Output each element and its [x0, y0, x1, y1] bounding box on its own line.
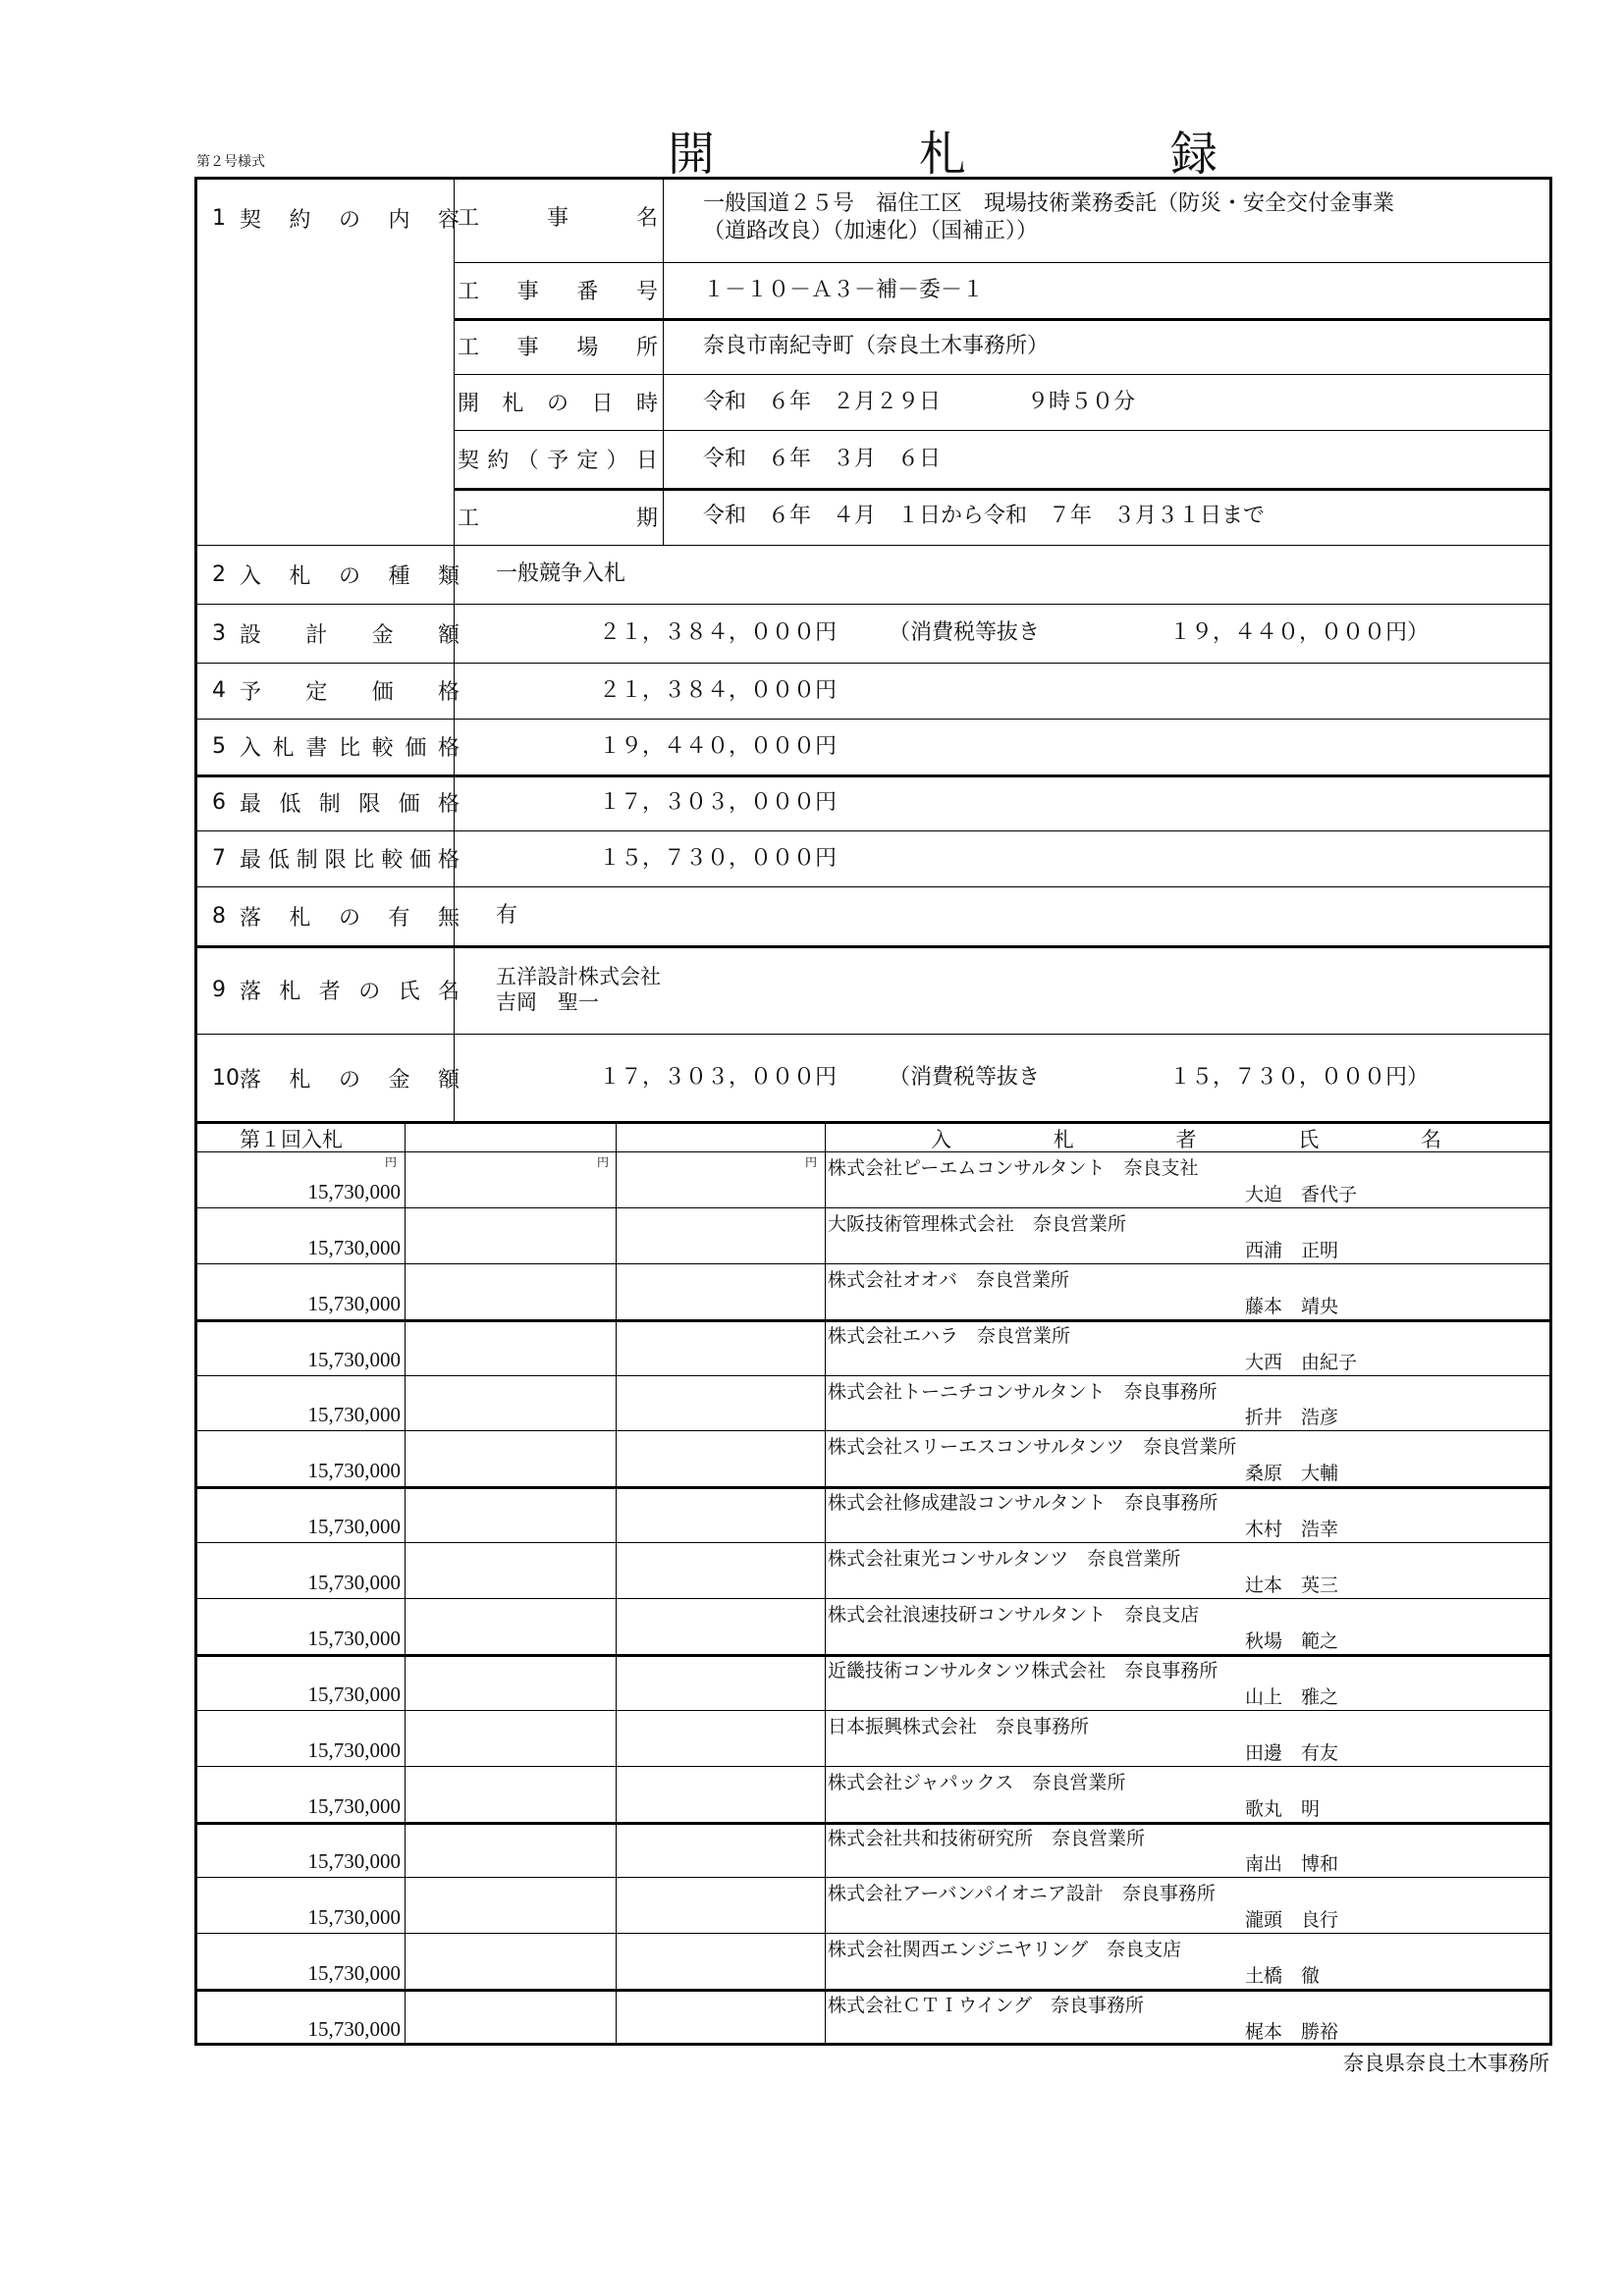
bidder-person: 田邊 有友 [1245, 1741, 1339, 1764]
contract-field-value: 令和 ６年 ４月 １日から令和 ７年 ３月３１日まで [703, 504, 1266, 528]
bidder-person: 辻本 英三 [1245, 1575, 1339, 1596]
contract-field-label [458, 430, 658, 488]
item-label: 最低制限比較価格 [240, 848, 460, 873]
table-row [194, 1542, 1552, 1543]
item-number: 3 [212, 620, 226, 646]
table-row [194, 1375, 1552, 1376]
table-row [194, 1598, 1552, 1599]
item-label-10 [212, 1034, 460, 1122]
bid-amount: 15,730,000 [307, 1515, 401, 1539]
bid-amount: 15,730,000 [307, 1737, 401, 1762]
bidder-person: 藤本 靖央 [1245, 1295, 1339, 1317]
contract-field-label [458, 318, 658, 374]
field-label: 開札の日時 [458, 392, 658, 416]
bidder-person: 西浦 正明 [1245, 1239, 1339, 1261]
field-label: 工事場所 [458, 336, 658, 360]
title-char: 録 [1169, 127, 1218, 182]
bidder-person: 桑原 大輔 [1245, 1463, 1339, 1485]
bidder-company: 株式会社共和技術研究所 奈良営業所 [828, 1827, 1146, 1849]
item-value: ２１，３８４，０００円 [599, 677, 838, 703]
table-row [194, 1933, 1552, 1934]
bid-amount: 15,730,000 [307, 1179, 401, 1203]
item-value: 一般競争入札 [496, 561, 626, 586]
item-number: 10 [212, 1065, 240, 1091]
table-row [194, 1430, 1552, 1431]
contract-field-value: 令和 ６年 ３月 ６日 [703, 446, 942, 471]
field-label: 工事名 [458, 205, 658, 231]
item-label: 最低制限価格 [240, 792, 460, 817]
bid-amount: 15,730,000 [307, 1793, 401, 1818]
item-label-6 [212, 774, 460, 830]
bidder-company: 株式会社浪速技研コンサルタント 奈良支店 [828, 1604, 1200, 1626]
bid-amount: 15,730,000 [307, 1961, 401, 1986]
item-label-3 [212, 604, 460, 663]
page-title [668, 116, 1218, 184]
bid-amount: 15,730,000 [307, 1459, 401, 1483]
bidder-company: 株式会社ＣＴＩウイング 奈良事務所 [828, 1995, 1145, 2017]
form-number: 第２号様式 [196, 154, 265, 170]
item-number: 4 [212, 678, 226, 703]
table-row [194, 1766, 1552, 1767]
bidder-name-header: 入札者氏名 [931, 1128, 1441, 1151]
item-value: ２１，３８４，０００円 [599, 620, 838, 645]
item-label: 契約の内容 [240, 207, 460, 233]
bidder-company: 株式会社修成建設コンサルタント 奈良事務所 [828, 1492, 1218, 1515]
bidder-company: 株式会社ピーエムコンサルタント 奈良支社 [828, 1157, 1199, 1179]
item-label-4 [212, 663, 460, 719]
bidder-company: 株式会社東光コンサルタンツ 奈良営業所 [828, 1548, 1181, 1571]
item-label-2 [212, 545, 460, 604]
section-label-contract [212, 196, 460, 240]
bidder-person: 大迫 香代子 [1245, 1183, 1358, 1205]
bidder-person: 梶本 勝裕 [1245, 2021, 1339, 2043]
bidder-company: 近畿技術コンサルタンツ株式会社 奈良事務所 [828, 1659, 1218, 1682]
bid-amount: 15,730,000 [307, 1235, 401, 1259]
item-label-7 [212, 830, 460, 886]
col-divider [663, 177, 664, 545]
bidder-company: 日本振興株式会社 奈良事務所 [828, 1715, 1090, 1737]
bidder-person: 大西 由紀子 [1245, 1351, 1358, 1373]
field-label: 工期 [458, 506, 658, 531]
contract-field-label [458, 194, 658, 238]
contract-field-label [458, 374, 658, 430]
item-label-9 [212, 945, 460, 1034]
item-label: 設計金額 [240, 622, 460, 648]
contract-field-label [458, 488, 658, 545]
round-label: 第１回入札 [240, 1128, 343, 1151]
item-number: 6 [212, 790, 226, 815]
bid-amount: 15,730,000 [307, 1626, 401, 1650]
bid-amount: 15,730,000 [307, 1347, 401, 1371]
bid-amount: 15,730,000 [307, 1905, 401, 1930]
contract-field-value: 奈良市南紀寺町（奈良土木事務所） [703, 333, 1050, 358]
item-label: 入札の種類 [240, 563, 460, 589]
bidder-company: 株式会社エハラ 奈良営業所 [828, 1324, 1071, 1347]
item-label-8 [212, 886, 460, 945]
contract-field-value: １－１０－Ａ３－補－委－１ [703, 277, 985, 302]
contract-field-value: 一般国道２５号 福住工区 現場技術業務委託（防災・安全交付金事業 （道路改良）（加速化）（国補正）） [703, 191, 1395, 243]
item-number: 9 [212, 977, 226, 1002]
item-value: １７，３０３，０００円 [599, 789, 838, 815]
item-value: 五洋設計株式会社 吉岡 聖一 [496, 965, 661, 1014]
title-char: 札 [918, 127, 966, 182]
field-label: 工事番号 [458, 280, 658, 304]
bidder-company: 株式会社ジャパックス 奈良営業所 [828, 1771, 1126, 1793]
bid-amount: 15,730,000 [307, 1291, 401, 1315]
col-divider [825, 1122, 826, 2045]
field-label: 契約（予定）日 [458, 449, 658, 473]
item-label: 入札書比較価格 [240, 736, 460, 761]
item-number: 8 [212, 903, 226, 929]
table-row [194, 1207, 1552, 1208]
item-value-excl-tax: （消費税等抜き １９，４４０，０００円） [889, 620, 1430, 645]
bidder-company: 株式会社オオバ 奈良営業所 [828, 1268, 1070, 1291]
issuer: 奈良県奈良土木事務所 [1343, 2052, 1549, 2075]
col-divider [405, 1122, 406, 2045]
bidder-company: 株式会社関西エンジニヤリング 奈良支店 [828, 1939, 1182, 1961]
bid-amount: 15,730,000 [307, 1403, 401, 1427]
bidder-company: 株式会社トーニチコンサルタント 奈良事務所 [828, 1380, 1218, 1403]
table-row [194, 1263, 1552, 1264]
yen-unit: 円 [805, 1155, 818, 1169]
table-row [194, 1710, 1552, 1711]
bidder-person: 山上 雅之 [1245, 1685, 1339, 1708]
item-number: 5 [212, 734, 226, 759]
item-label: 落札者の氏名 [240, 979, 460, 1004]
item-label: 落札の有無 [240, 905, 460, 931]
item-value-excl-tax: （消費税等抜き １５，７３０，０００円） [889, 1065, 1430, 1090]
bidder-person: 秋場 範之 [1245, 1629, 1339, 1652]
bidder-person: 瀧頭 良行 [1245, 1909, 1339, 1932]
item-value: １９，４４０，０００円 [599, 733, 838, 759]
bid-amount: 15,730,000 [307, 2017, 401, 2041]
item-value: １７，３０３，０００円 [599, 1065, 838, 1090]
title-char: 開 [668, 127, 716, 182]
bidder-person: 折井 浩彦 [1245, 1407, 1339, 1429]
item-label: 予定価格 [240, 680, 460, 705]
bid-amount: 15,730,000 [307, 1682, 401, 1706]
bid-amount: 15,730,000 [307, 1571, 401, 1594]
bidder-person: 土橋 徹 [1245, 1965, 1321, 1988]
item-label: 落札の金額 [240, 1067, 460, 1093]
yen-unit: 円 [597, 1155, 610, 1169]
bidder-person: 歌丸 明 [1245, 1797, 1321, 1820]
bidder-person: 南出 博和 [1245, 1853, 1339, 1876]
bidder-person: 木村 浩幸 [1245, 1519, 1339, 1541]
item-value: １５，７３０，０００円 [599, 845, 838, 871]
table-row [194, 1877, 1552, 1878]
item-number: 1 [212, 205, 226, 231]
bid-amount: 15,730,000 [307, 1849, 401, 1874]
col-divider [616, 1122, 617, 2045]
table-row [194, 1151, 1552, 1152]
contract-field-value: 令和 ６年 ２月２９日 ９時５０分 [703, 389, 1136, 414]
item-number: 7 [212, 846, 226, 871]
bidder-company: 株式会社スリーエスコンサルタンツ 奈良営業所 [828, 1436, 1237, 1459]
item-number: 2 [212, 561, 226, 587]
contract-field-label [458, 262, 658, 318]
yen-unit: 円 [385, 1155, 398, 1169]
item-value: 有 [496, 903, 518, 928]
bidder-company: 株式会社アーバンパイオニア設計 奈良事務所 [828, 1883, 1216, 1905]
item-label-5 [212, 719, 460, 774]
bidder-company: 大阪技術管理株式会社 奈良営業所 [828, 1212, 1127, 1235]
